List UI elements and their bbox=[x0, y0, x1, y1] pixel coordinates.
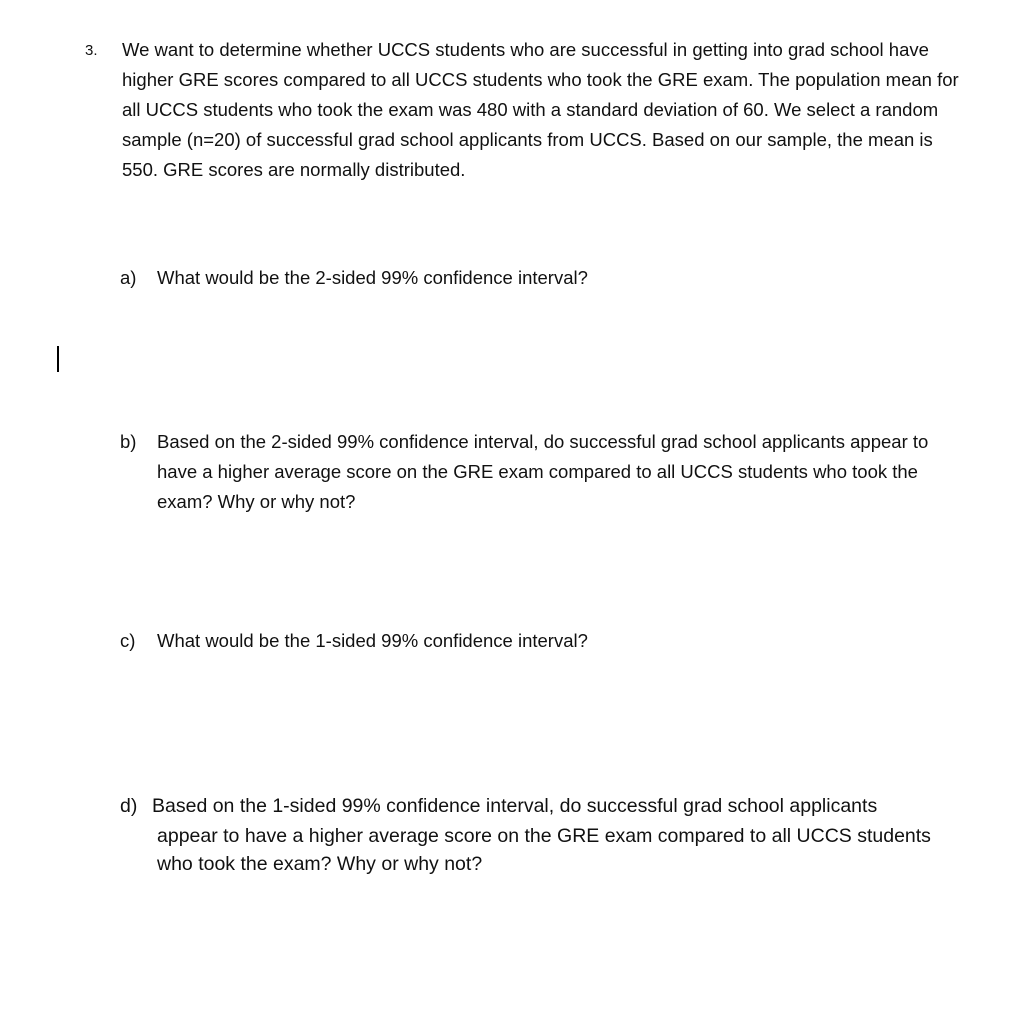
part-a-question: What would be the 2-sided 99% confidence interval? bbox=[157, 267, 588, 288]
intro-line: sample (n=20) of successful grad school applicants from UCCS. Based on our sample, the mean is bbox=[122, 129, 933, 150]
question-number: 3. bbox=[85, 42, 98, 59]
intro-line: all UCCS students who took the exam was 480 with a standard deviation of 60. We select a random bbox=[122, 99, 939, 120]
intro-line: 550. GRE scores are normally distributed. bbox=[122, 159, 466, 180]
part-b-line: exam? Why or why not? bbox=[157, 491, 356, 512]
part-d-line: who took the exam? Why or why not? bbox=[157, 853, 483, 875]
part-b-letter: b) bbox=[120, 431, 137, 452]
part-c-question: What would be the 1-sided 99% confidence interval? bbox=[157, 630, 588, 651]
part-b-line: have a higher average score on the GRE exam compared to all UCCS students who took the bbox=[157, 461, 918, 482]
part-c-letter: c) bbox=[120, 630, 136, 651]
part-a-letter: a) bbox=[120, 267, 137, 288]
intro-line: We want to determine whether UCCS students who are successful in getting into grad school have bbox=[122, 39, 929, 60]
part-d-line: appear to have a higher average score on the GRE exam compared to all UCCS students bbox=[157, 825, 931, 847]
intro-line: higher GRE scores compared to all UCCS students who took the GRE exam. The population mean for bbox=[122, 69, 959, 90]
part-d-line: Based on the 1-sided 99% confidence interval, do successful grad school applicants bbox=[152, 795, 878, 817]
part-b-line: Based on the 2-sided 99% confidence interval, do successful grad school applicants appear to bbox=[157, 431, 929, 452]
part-d-letter: d) bbox=[120, 795, 138, 817]
text-cursor bbox=[57, 346, 59, 372]
